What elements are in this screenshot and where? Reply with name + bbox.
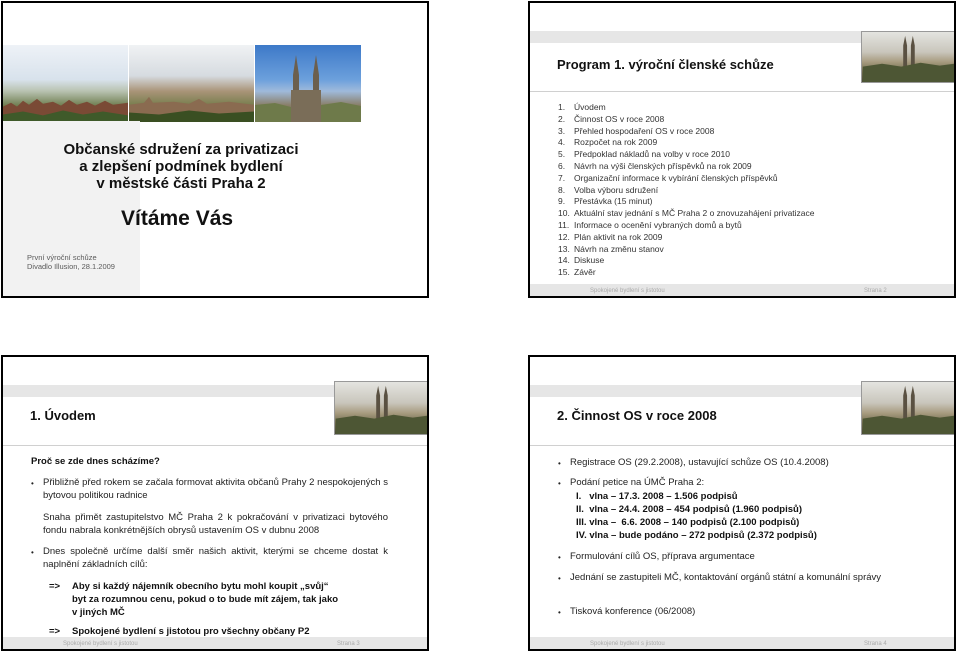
slide-3: [1, 355, 429, 651]
slide-title: Program 1. výroční členské schůze: [557, 57, 774, 72]
goal-1-line: Aby si každý nájemník obecního bytu mohl koupit „svůj“: [72, 581, 329, 592]
meeting-info: [27, 253, 115, 271]
vysehrad-thumbnail: [861, 31, 956, 83]
vysehrad-thumbnail: [334, 381, 429, 435]
bullet-mark: •: [558, 608, 561, 617]
bullet-mark: •: [558, 553, 561, 562]
activity-petition: Podání petice na ÚMČ Praha 2:: [570, 477, 705, 488]
main-title: [47, 141, 315, 192]
program-item: 7. Organizační informace k vybírání členských příspěvků: [558, 172, 778, 183]
photo-church-ludmila: [255, 45, 361, 122]
program-item: 3. Přehled hospodaření OS v roce 2008: [558, 125, 715, 136]
program-item: 2. Činnost OS v roce 2008: [558, 113, 665, 124]
bullet-mark: •: [558, 479, 561, 488]
petition-wave: IV. vlna – bude podáno – 272 podpisů (2.372 podpisů): [576, 530, 817, 541]
program-item: 5. Předpoklad nákladů na volby v roce 2010: [558, 149, 730, 160]
title-line-3: v městské části Praha 2: [96, 175, 266, 192]
bullet-mark: •: [31, 479, 34, 488]
activity-goals: Formulování cílů OS, příprava argumentace: [570, 551, 755, 562]
goal-1: [72, 580, 392, 619]
petition-wave: II. vlna – 24.4. 2008 – 454 podpisů (1.960 podpisů): [576, 504, 802, 515]
activity-registration: Registrace OS (29.2.2008), ustavující schůze OS (10.4.2008): [570, 457, 829, 468]
meeting-name: První výroční schůze: [27, 253, 97, 262]
slide-1: [1, 1, 429, 298]
title-separator: [3, 445, 427, 446]
program-item: 11. Informace o ocenění vybraných domů a bytů: [558, 219, 742, 230]
page-number: Strana 2: [864, 288, 887, 294]
bullet-mark: •: [558, 459, 561, 468]
page-number: Strana 3: [337, 641, 360, 647]
program-item: 12. Plán aktivit na rok 2009: [558, 231, 663, 242]
goal-1-line: v jiných MČ: [72, 607, 125, 618]
slide-2: [528, 1, 956, 298]
vysehrad-thumbnail: [861, 381, 956, 435]
slide-title: 2. Činnost OS v roce 2008: [557, 408, 717, 423]
program-item: 9. Přestávka (15 minut): [558, 196, 653, 207]
goal-arrow: =>: [49, 626, 61, 637]
photo-vysehrad: [129, 45, 254, 122]
activity-negotiations: Jednání se zastupiteli MČ, kontaktování orgánů státní a komunální správy: [570, 572, 882, 583]
bullet-mark: •: [558, 574, 561, 583]
footer-motto: Spokojené bydlení s jistotou: [63, 641, 138, 647]
question: Proč se zde dnes scházíme?: [31, 456, 160, 467]
program-item: 6. Návrh na výši členských příspěvků na rok 2009: [558, 160, 752, 171]
slide-title: 1. Úvodem: [30, 408, 96, 423]
slide-4: [528, 355, 956, 651]
photo-prague-castle: [3, 45, 128, 122]
activity-press-conference: Tisková konference (06/2008): [570, 606, 696, 617]
program-item: 8. Volba výboru sdružení: [558, 184, 659, 195]
title-line-1: Občanské sdružení za privatizaci: [63, 141, 299, 158]
footer-motto: Spokojené bydlení s jistotou: [590, 641, 665, 647]
petition-wave: III. vlna – 6.6. 2008 – 140 podpisů (2.100 podpisů): [576, 517, 800, 528]
goal-2: Spokojené bydlení s jistotou pro všechny občany P2: [72, 626, 310, 637]
meeting-place-date: Divadlo Illusion, 28.1.2009: [27, 262, 115, 271]
petition-wave: I. vlna – 17.3. 2008 – 1.506 podpisů: [576, 491, 738, 502]
title-separator: [530, 445, 954, 446]
paragraph-1: Přibližně před rokem se začala formovat aktivita občanů Prahy 2 nespokojených s bytovou politikou radnice: [43, 477, 388, 501]
goal-arrow: =>: [49, 581, 61, 592]
title-separator: [530, 91, 954, 92]
program-item: 15. Závěr: [558, 267, 596, 278]
title-line-2: a zlepšení podmínek bydlení: [79, 158, 283, 175]
program-item: 4. Rozpočet na rok 2009: [558, 137, 658, 148]
goal-1-line: byt za rozumnou cenu, pokud o to bude mít zájem, tak jako: [72, 594, 339, 605]
program-item: 14. Diskuse: [558, 255, 605, 266]
bullet-mark: •: [31, 548, 34, 557]
program-item: 10. Aktuální stav jednání s MČ Praha 2 o znovuzahájení privatizace: [558, 208, 815, 219]
footer-motto: Spokojené bydlení s jistotou: [590, 288, 665, 294]
paragraph-2: Snaha přimět zastupitelstvo MČ Praha 2 k pokračování v privatizaci bytového fondu nabrala konkrétnějších obrysů ustavením OS v dubnu 2008: [43, 512, 388, 536]
welcome-heading: Vítáme Vás: [121, 207, 234, 230]
petition-waves: [576, 490, 817, 542]
page-number: Strana 4: [864, 641, 887, 647]
program-item: 13. Návrh na změnu stanov: [558, 243, 664, 254]
paragraph-3: Dnes společně určíme další směr našich aktivit, kterými se chceme dostat k naplnění základních cílů:: [43, 546, 388, 570]
program-list: [558, 102, 815, 279]
program-item: 1. Úvodem: [558, 102, 606, 112]
